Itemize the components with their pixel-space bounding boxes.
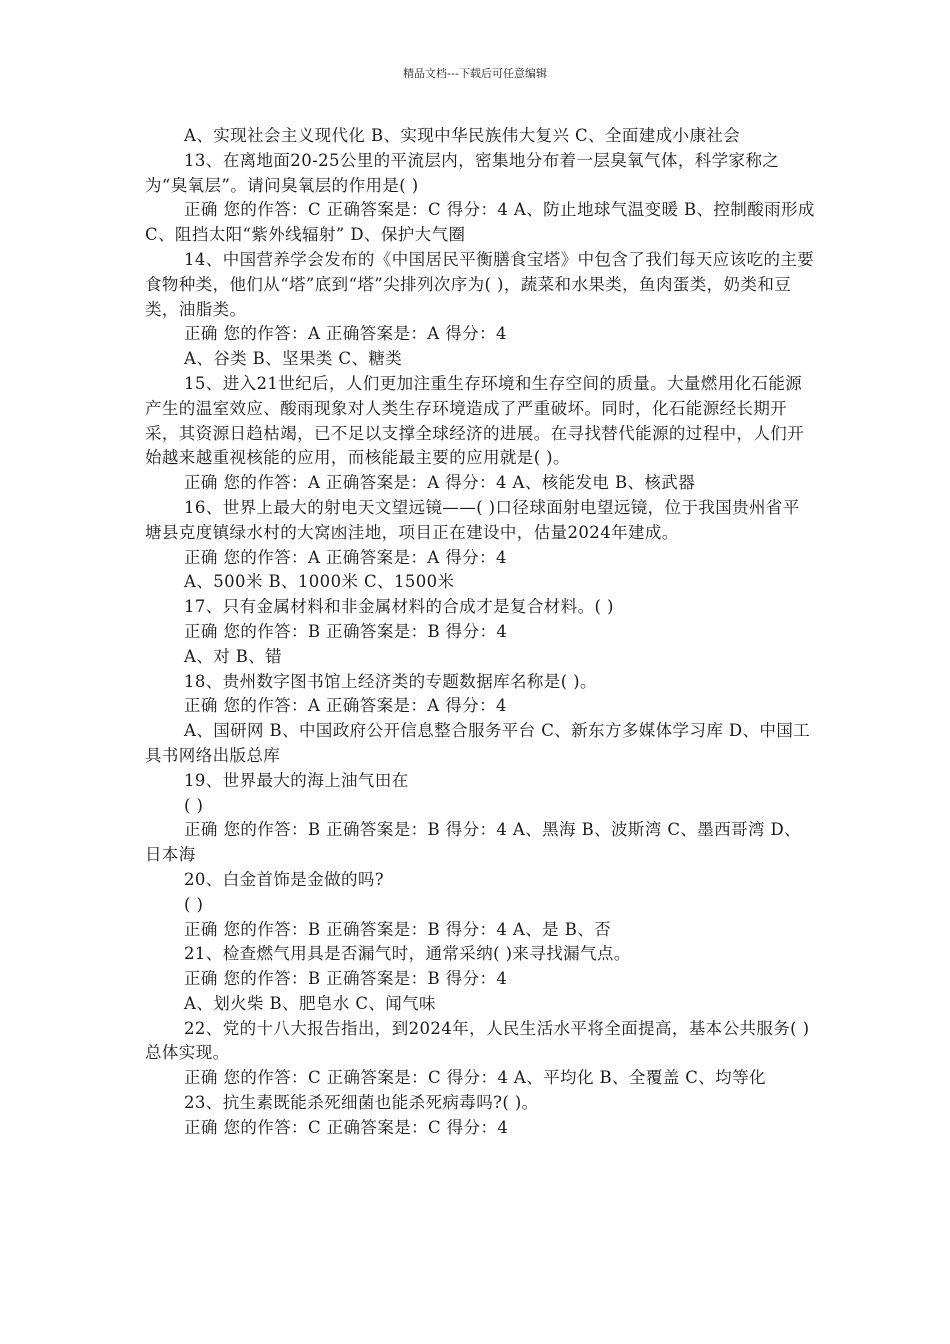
page-header: 精品文档---下载后可任意编辑	[403, 67, 547, 80]
paragraph: 正确 您的作答：C 正确答案是：C 得分：4	[184, 1117, 509, 1137]
paragraph: 14、中国营养学会发布的《中国居民平衡膳食宝塔》中包含了我们每天应该吃的主要食物种类，他们从“塔”底到“塔”尖排列次序为( )，蔬菜和水果类，鱼肉蛋类，奶类和豆类，油脂类。	[145, 249, 815, 319]
paragraph: ( )	[184, 795, 204, 815]
paragraph: 正确 您的作答：C 正确答案是：C 得分：4 A、防止地球气温变暖 B、控制酸雨形成 C、阻挡太阳“紫外线辐射” D、保护大气圈	[145, 200, 815, 245]
paragraph: 正确 您的作答：B 正确答案是：B 得分：4 A、是 B、否	[184, 919, 612, 939]
paragraph: 正确 您的作答：C 正确答案是：C 得分：4 A、平均化 B、全覆盖 C、均等化	[184, 1068, 766, 1088]
paragraph: A、谷类 B、坚果类 C、糖类	[184, 349, 403, 369]
paragraph: 正确 您的作答：A 正确答案是：A 得分：4 A、核能发电 B、核武器	[184, 473, 696, 493]
paragraph: 19、世界最大的海上油气田在	[184, 770, 409, 790]
paragraph: 正确 您的作答：A 正确答案是：A 得分：4	[184, 547, 507, 567]
paragraph: 正确 您的作答：B 正确答案是：B 得分：4 A、黑海 B、波斯湾 C、墨西哥湾 D、日本海	[145, 820, 802, 865]
paragraph: ( )	[184, 894, 204, 914]
paragraph: 17、只有金属材料和非金属材料的合成才是复合材料。( )	[184, 597, 614, 617]
paragraph: A、对 B、错	[184, 646, 283, 666]
paragraph: 22、党的十八大报告指出，到2024年，人民生活水平将全面提高，基本公共服务( )总体实现。	[145, 1018, 810, 1063]
paragraph: A、划火柴 B、肥皂水 C、闻气味	[184, 993, 436, 1013]
paragraph: 18、贵州数字图书馆上经济类的专题数据库名称是( )。	[184, 671, 597, 691]
paragraph: 21、检查燃气用具是否漏气时，通常采纳( )来寻找漏气点。	[184, 944, 631, 964]
paragraph: A、实现社会主义现代化 B、实现中华民族伟大复兴 C、全面建成小康社会	[184, 126, 741, 145]
paragraph: 23、抗生素既能杀死细菌也能杀死病毒吗?( )。	[184, 1093, 539, 1113]
paragraph: 20、白金首饰是金做的吗?	[184, 869, 385, 889]
paragraph: 正确 您的作答：B 正确答案是：B 得分：4	[184, 969, 508, 989]
paragraph: 16、世界上最大的射电天文望远镜——( )口径球面射电望远镜，位于我国贵州省平塘县克度镇绿水村的大窝凼洼地，项目正在建设中，估量2024年建成。	[145, 497, 800, 542]
paragraph: 正确 您的作答：A 正确答案是：A 得分：4	[184, 696, 507, 716]
paragraph: 正确 您的作答：A 正确答案是：A 得分：4	[184, 324, 507, 344]
paragraph: A、国研网 B、中国政府公开信息整合服务平台 C、新东方多媒体学习库 D、中国工具书网络出版总库	[145, 721, 811, 765]
paragraph: A、500米 B、1000米 C、1500米	[184, 572, 455, 592]
paragraph: 正确 您的作答：B 正确答案是：B 得分：4	[184, 621, 508, 641]
paragraph: 13、在离地面20-25公里的平流层内，密集地分布着一层臭氧气体，科学家称之为“臭氧层”。请问臭氧层的作用是( )	[145, 150, 780, 195]
paragraph: 15、进入21世纪后，人们更加注重生存环境和生存空间的质量。大量燃用化石能源产生的温室效应、酸雨现象对人类生存环境造成了严重破坏。同时，化石能源经长期开采，其资源日趋枯竭，已不足以支撑全球经济的进展。在寻找替代能源的过程中，人们开始越来越重视核能的应用，而核能最主要的应用就是( )。	[145, 373, 805, 468]
document-body	[145, 124, 815, 1141]
